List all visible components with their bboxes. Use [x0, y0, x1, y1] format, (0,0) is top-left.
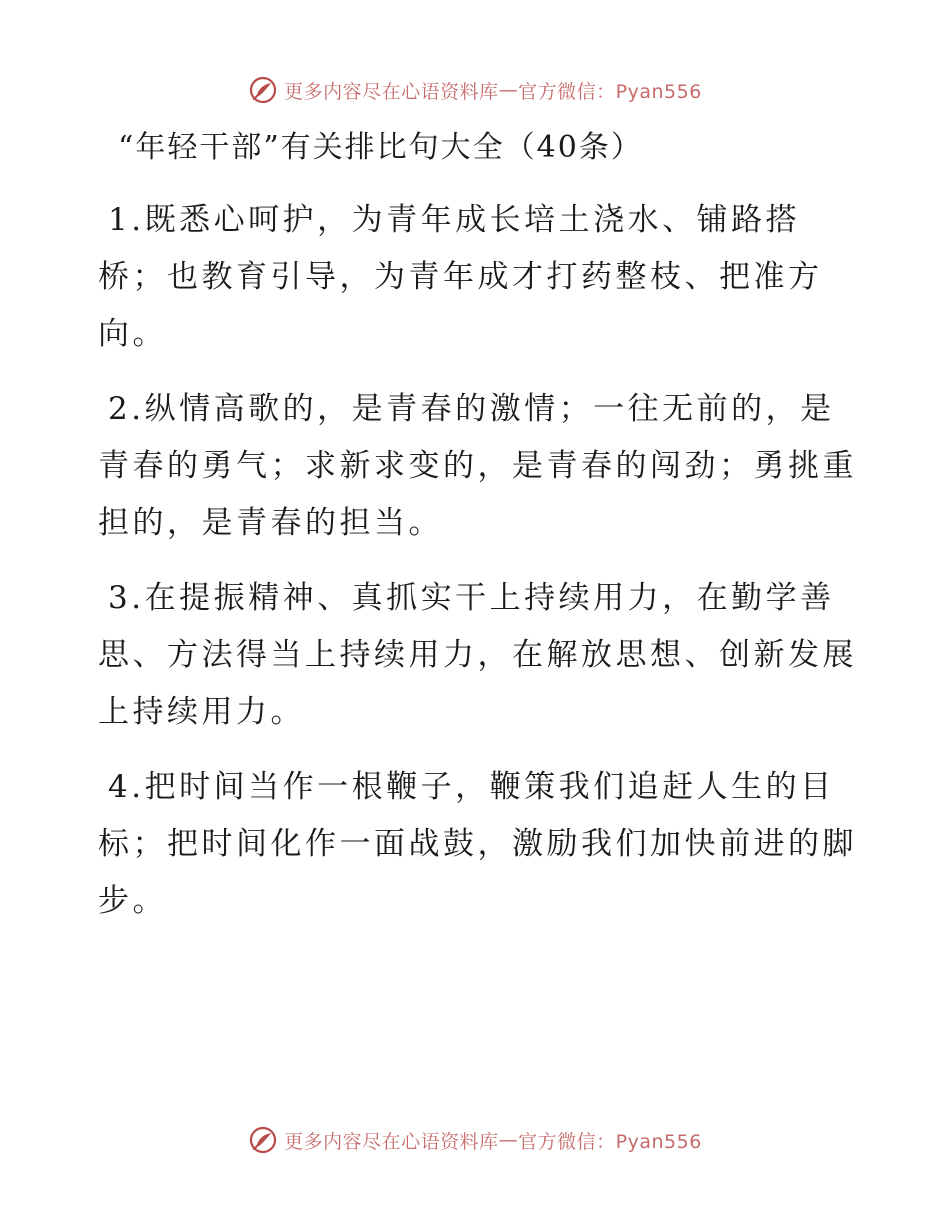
footer-watermark [0, 1120, 950, 1160]
watermark-text-left: 更多内容尽在心语资料库 [284, 1130, 499, 1153]
watermark-dash: — [498, 1129, 519, 1151]
paragraph-3: 3.在提振精神、真抓实干上持续用力，在勤学善思、方法得当上持续用力，在解放思想、创新发展上持续用力。 [98, 580, 857, 730]
paragraph-4: 4.把时间当作一根鞭子，鞭策我们追赶人生的目标；把时间化作一面战鼓，激励我们加快前进的脚步。 [98, 769, 857, 919]
watermark-text-right: 官方微信：Pyan556 [518, 80, 702, 103]
header-watermark [0, 70, 950, 110]
document-body [98, 192, 858, 948]
brand-logo-icon [248, 1125, 278, 1155]
document-title: “年轻干部”有关排比句大全（40条） [118, 130, 643, 165]
watermark-dash: — [498, 79, 519, 101]
brand-logo-icon [248, 75, 278, 105]
watermark-text-left: 更多内容尽在心语资料库 [284, 80, 499, 103]
paragraph-1: 1.既悉心呵护，为青年成长培土浇水、铺路搭桥；也教育引导，为青年成才打药整枝、把准方向。 [98, 202, 823, 352]
watermark-text-right: 官方微信：Pyan556 [518, 1130, 702, 1153]
paragraph-2: 2.纵情高歌的，是青春的激情；一往无前的，是青春的勇气；求新求变的，是青春的闯劲；勇挑重担的，是青春的担当。 [98, 391, 857, 541]
